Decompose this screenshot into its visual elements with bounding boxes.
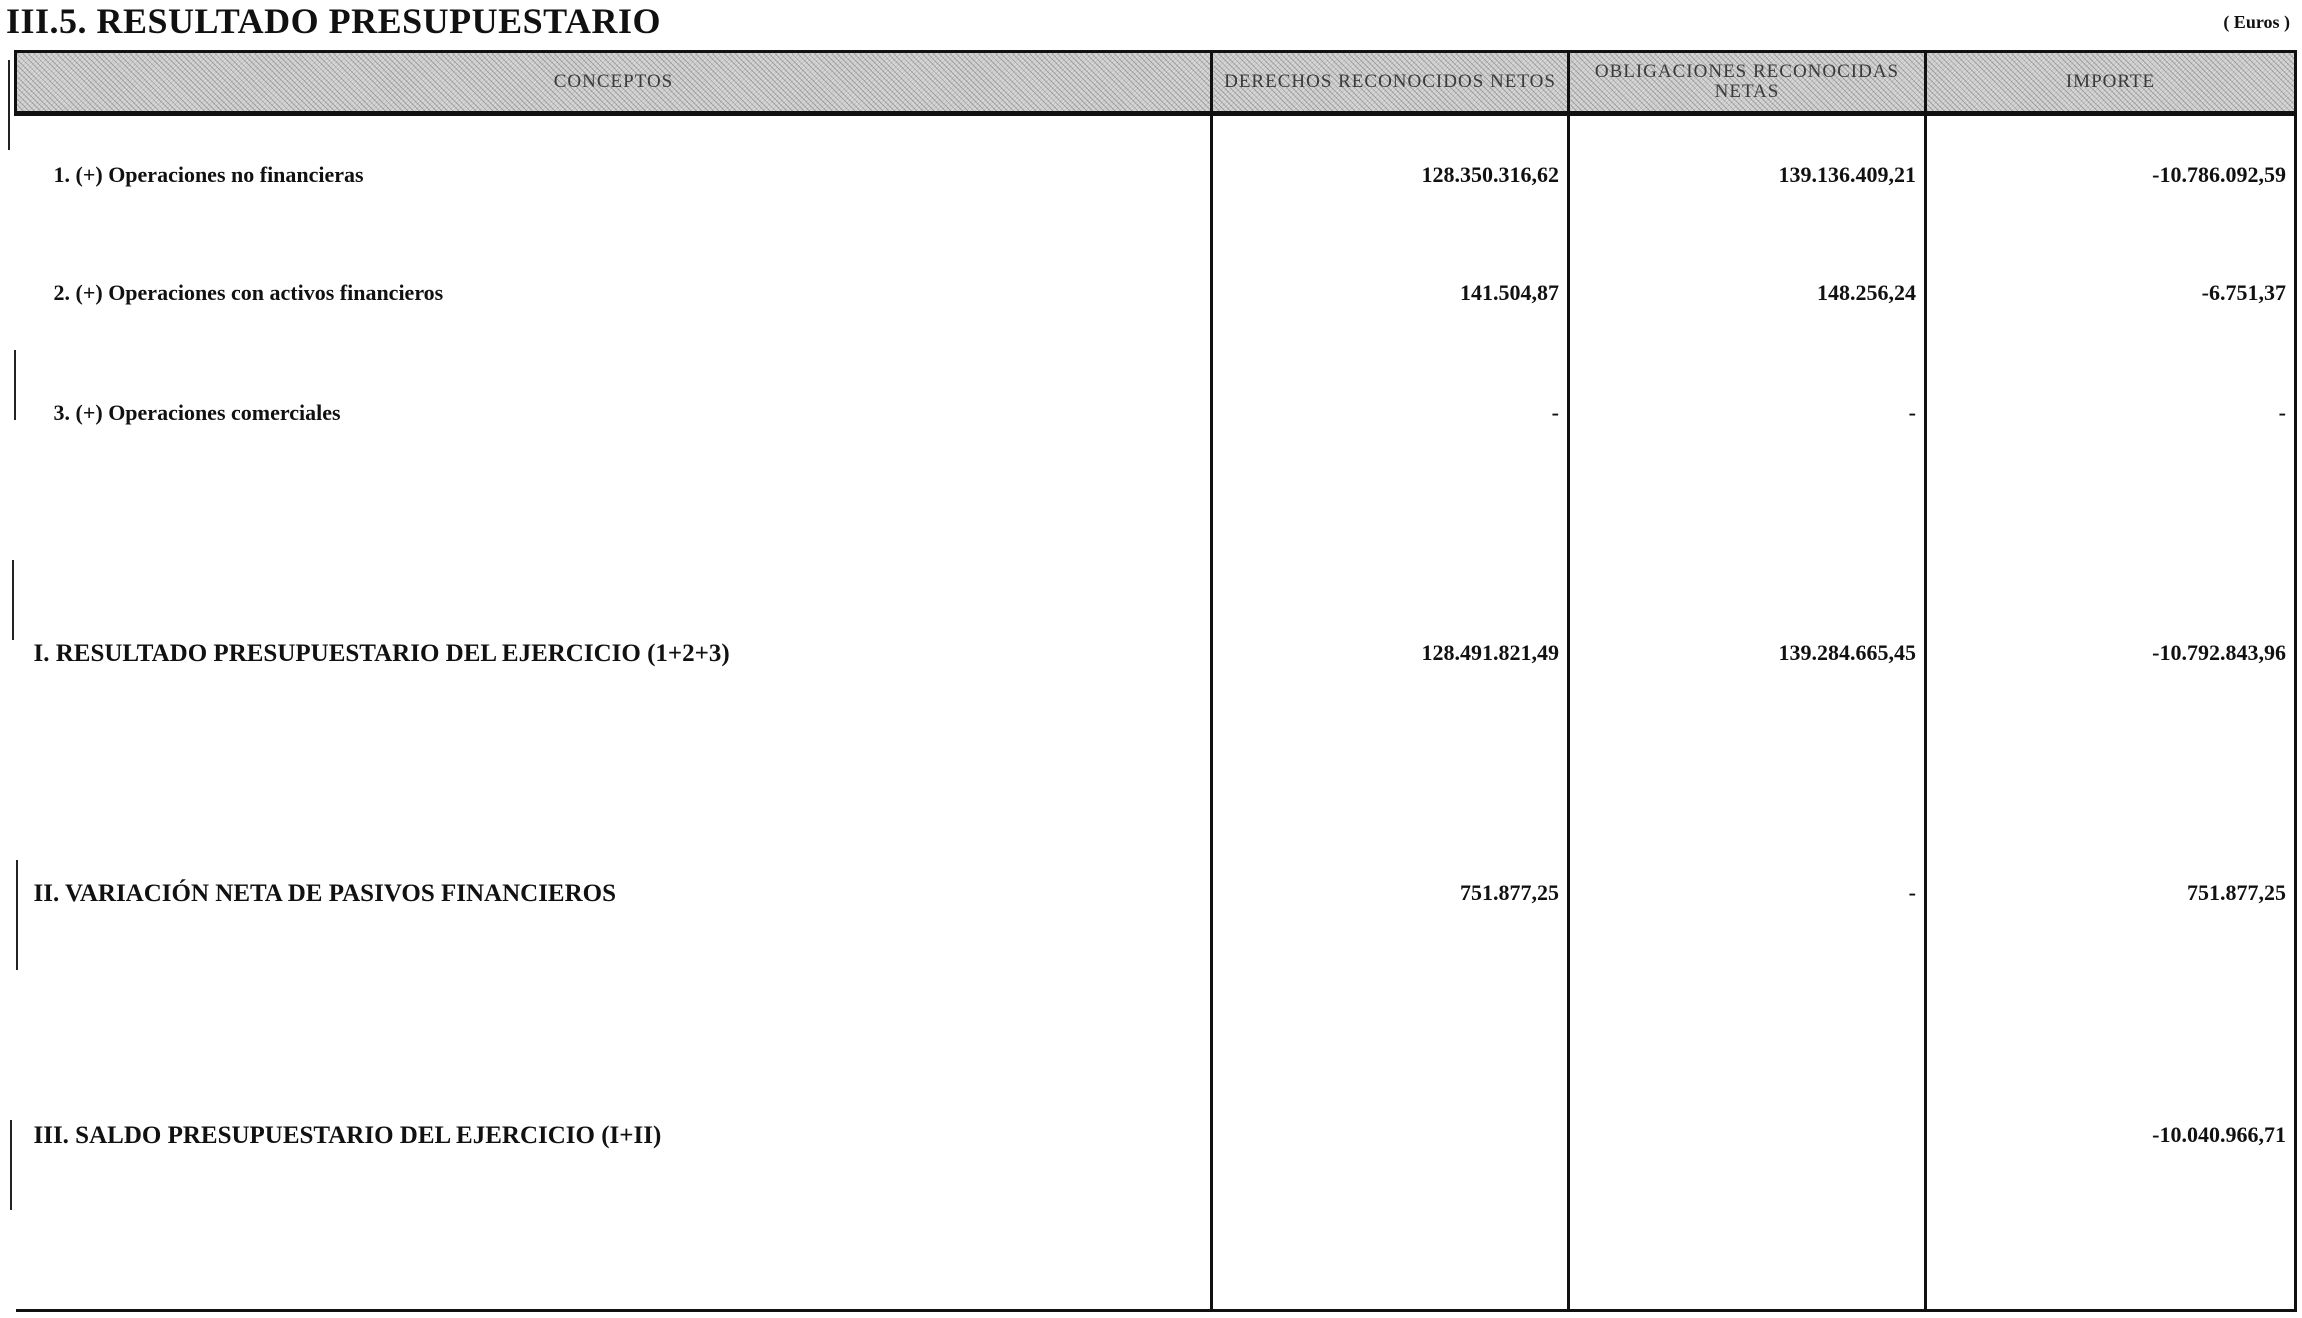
row-obligaciones-value bbox=[1569, 834, 1926, 1076]
row-derechos-text: - bbox=[1551, 399, 1559, 425]
row-importe-text: - bbox=[2278, 399, 2286, 425]
row-derechos-text bbox=[1221, 1076, 1559, 1122]
row-importe-value bbox=[1926, 354, 2296, 594]
row-importe-text: -10.786.092,59 bbox=[2152, 162, 2286, 187]
row-importe-value bbox=[1926, 594, 2296, 834]
row-concept-label bbox=[16, 594, 1212, 834]
row-importe-text: 751.877,25 bbox=[2187, 879, 2286, 905]
column-header-concepto: CONCEPTOS bbox=[16, 52, 1212, 114]
row-obligaciones-text: 139.136.409,21 bbox=[1778, 162, 1916, 187]
row-derechos-text: 141.504,87 bbox=[1460, 279, 1559, 305]
row-concept-label bbox=[16, 114, 1212, 234]
row-obligaciones-value bbox=[1569, 1076, 1926, 1311]
row-importe-text: -10.040.966,71 bbox=[2152, 1121, 2286, 1147]
row-derechos-text: 128.350.316,62 bbox=[1421, 162, 1559, 187]
row-derechos-value bbox=[1212, 834, 1569, 1076]
row-importe-text: -6.751,37 bbox=[2201, 279, 2286, 305]
row-derechos-value bbox=[1212, 594, 1569, 834]
row-concept-text: 2. (+) Operaciones con activos financieros bbox=[53, 279, 444, 305]
table-row bbox=[16, 114, 2296, 234]
row-concept-text: 3. (+) Operaciones comerciales bbox=[53, 399, 341, 425]
row-concept-text: III. SALDO PRESUPUESTARIO DEL EJERCICIO (I+II) bbox=[33, 1121, 662, 1149]
column-header-obligaciones: OBLIGACIONES RECONOCIDAS NETAS bbox=[1569, 52, 1926, 114]
unit-note: ( Euros ) bbox=[2223, 12, 2290, 32]
row-importe-text: -10.792.843,96 bbox=[2152, 639, 2286, 665]
row-concept-label bbox=[16, 234, 1212, 354]
row-importe-value bbox=[1926, 834, 2296, 1076]
row-obligaciones-text: - bbox=[1908, 879, 1916, 905]
column-header-importe: IMPORTE bbox=[1926, 52, 2296, 114]
row-concept-label bbox=[16, 834, 1212, 1076]
row-obligaciones-value bbox=[1569, 594, 1926, 834]
page-title: III.5. RESULTADO PRESUPUESTARIO bbox=[6, 1, 661, 41]
row-concept-label bbox=[16, 354, 1212, 594]
row-derechos-value bbox=[1212, 354, 1569, 594]
budget-result-table bbox=[14, 50, 2297, 1312]
table-row bbox=[16, 354, 2296, 594]
row-obligaciones-text: 139.284.665,45 bbox=[1778, 639, 1916, 665]
row-obligaciones-text: 148.256,24 bbox=[1817, 279, 1916, 305]
row-importe-value bbox=[1926, 234, 2296, 354]
row-obligaciones-text: - bbox=[1908, 399, 1916, 425]
row-derechos-text: 751.877,25 bbox=[1460, 879, 1559, 905]
row-concept-label bbox=[16, 1076, 1212, 1311]
scan-margin-mark bbox=[10, 1120, 12, 1210]
scan-margin-mark bbox=[8, 60, 10, 150]
table-row bbox=[16, 1076, 2296, 1311]
table-header-row bbox=[16, 52, 2296, 114]
row-concept-text: II. VARIACIÓN NETA DE PASIVOS FINANCIEROS bbox=[33, 879, 616, 907]
row-concept-text: 1. (+) Operaciones no financieras bbox=[53, 162, 364, 187]
row-importe-value bbox=[1926, 114, 2296, 234]
row-derechos-value bbox=[1212, 114, 1569, 234]
row-concept-text: I. RESULTADO PRESUPUESTARIO DEL EJERCICIO (1+2+3) bbox=[33, 639, 730, 667]
row-obligaciones-text bbox=[1578, 1076, 1916, 1122]
column-header-derechos: DERECHOS RECONOCIDOS NETOS bbox=[1212, 52, 1569, 114]
row-importe-value bbox=[1926, 1076, 2296, 1311]
row-obligaciones-value bbox=[1569, 114, 1926, 234]
table-row bbox=[16, 834, 2296, 1076]
table-row bbox=[16, 234, 2296, 354]
row-obligaciones-value bbox=[1569, 354, 1926, 594]
row-derechos-text: 128.491.821,49 bbox=[1421, 639, 1559, 665]
row-obligaciones-value bbox=[1569, 234, 1926, 354]
row-derechos-value bbox=[1212, 234, 1569, 354]
table-row bbox=[16, 594, 2296, 834]
row-derechos-value bbox=[1212, 1076, 1569, 1311]
